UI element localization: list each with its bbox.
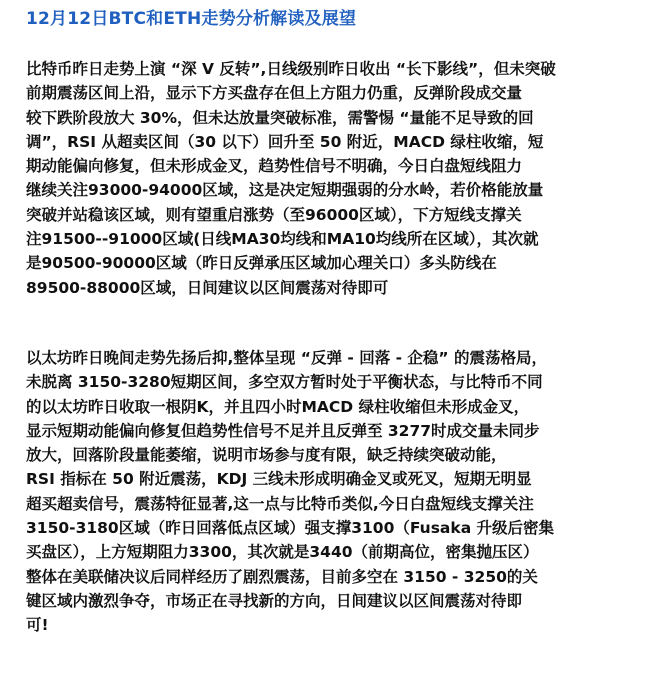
paragraph-line: 可! [26, 616, 49, 635]
paragraph-line: 89500-88000区域，日间建议以区间震荡对待即可 [26, 278, 389, 297]
paragraph-line: 放大，回落阶段量能萎缩，说明市场参与度有限，缺乏持续突破动能， [26, 446, 507, 465]
paragraph-line: 以太坊昨日晚间走势先扬后抑,整体呈现 “反弹 - 回落 - 企稳” 的震荡格局， [26, 349, 548, 367]
paragraph-line: 期动能偏向修复，但未形成金叉，趋势性信号不明确，今日白盘短线阻力 [26, 157, 523, 176]
paragraph-line: 3150-3180区域（昨日回落低点区域）强支撑3100（Fusaka 升级后密集 [26, 519, 555, 538]
paragraph-line: RSI 指标在 50 附近震荡，KDJ 三线未形成明确金叉或死叉，短期无明显 [26, 470, 532, 489]
paragraph-line: 的以太坊昨日收取一根阴K，并且四小时MACD 绿柱收缩但未形成金叉， [26, 397, 530, 416]
eth-analysis-paragraph [26, 346, 626, 638]
paragraph-line: 注91500--91000区域(日线MA30均线和MA10均线所在区域），其次就 [26, 230, 539, 249]
btc-analysis-paragraph [26, 57, 626, 300]
article-title: 12月12日BTC和ETH走势分析解读及展望 [26, 9, 357, 29]
paragraph-line: 前期震荡区间上沿，显示下方买盘存在但上方阻力仍重，反弹阶段成交量 [26, 84, 523, 103]
paragraph-line: 调”，RSI 从超卖区间（30 以下）回升至 50 附近，MACD 绿柱收缩，短 [26, 132, 544, 151]
paragraph-line: 整体在美联储决议后同样经历了剧烈震荡，目前多空在 3150 - 3250的关 [26, 567, 538, 586]
paragraph-line: 超买超卖信号，震荡特征显著,这一点与比特币类似,今日白盘短线支撑关注 [26, 494, 534, 513]
paragraph-line: 买盘区），上方短期阻力3300，其次就是3440（前期高位，密集抛压区） [26, 543, 539, 562]
paragraph-line: 突破并站稳该区域，则有望重启涨势（至96000区域），下方短线支撑关 [26, 205, 522, 224]
paragraph-line: 未脱离 3150-3280短期区间，多空双方暂时处于平衡状态，与比特币不同 [26, 373, 543, 392]
paragraph-line: 显示短期动能偏向修复但趋势性信号不足并且反弹至 3277时成交量未同步 [26, 421, 540, 440]
paragraph-line: 较下跌阶段放大 30%，但未达放量突破标准，需警惕 “量能不足导致的回 [26, 108, 534, 127]
paragraph-line: 比特币昨日走势上演 “深 V 反转”,日线级别昨日收出 “长下影线”，但未突破 [26, 60, 556, 78]
paragraph-line: 继续关注93000-94000区域，这是决定短期强弱的分水岭，若价格能放量 [26, 181, 544, 200]
paragraph-line: 是90500-90000区域（昨日反弹承压区域加心理关口）多头防线在 [26, 254, 497, 273]
paragraph-line: 键区域内激烈争夺，市场正在寻找新的方向，日间建议以区间震荡对待即 [26, 591, 523, 610]
